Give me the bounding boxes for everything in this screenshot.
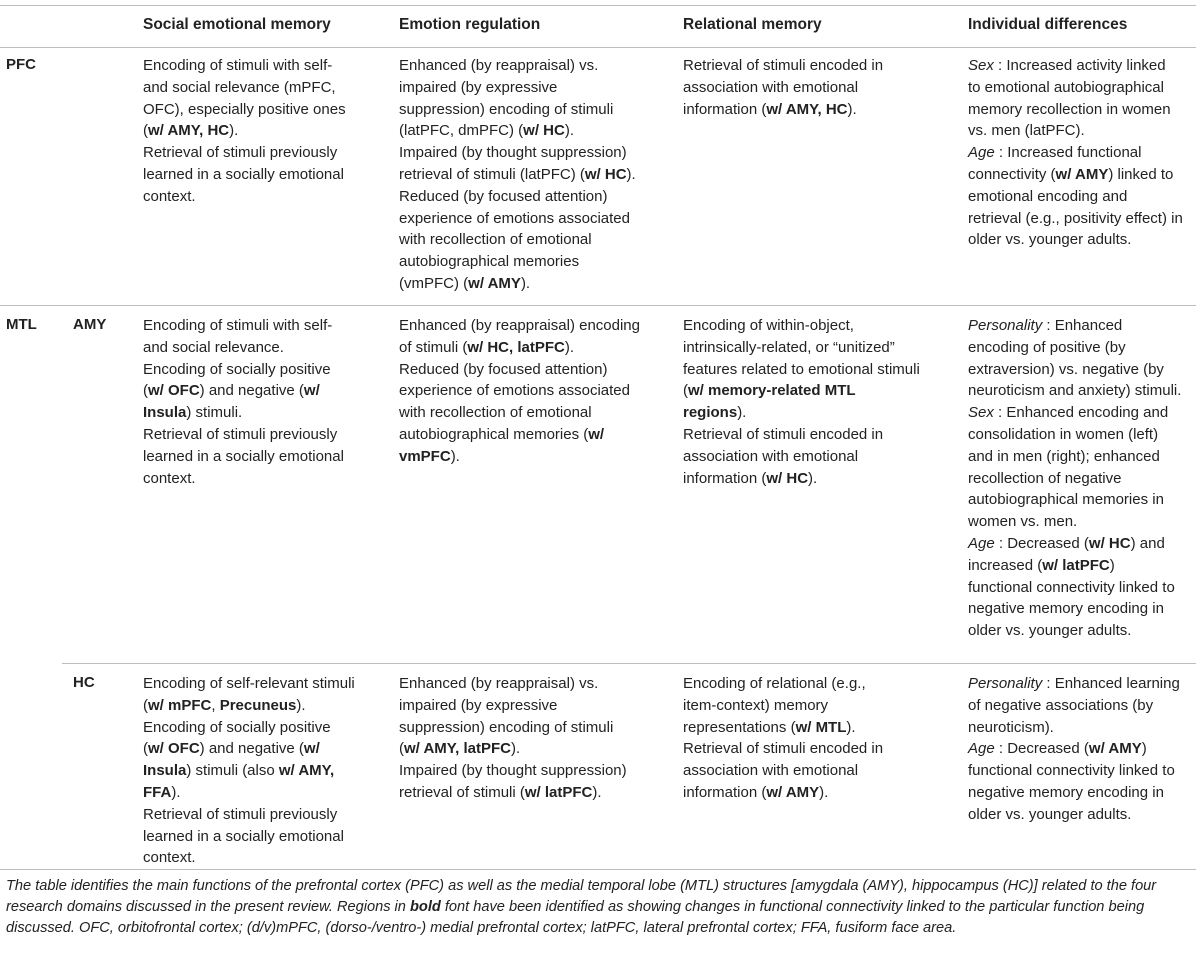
cell-text: intrinsically-related, or “unitized” [683,338,895,356]
cell-text: Encoding of self-relevant stimuli [143,675,355,692]
bold-region-text: regions [683,404,738,422]
cell-text: ( [143,382,148,400]
cell-line [968,359,1198,381]
cell-line [399,273,674,295]
italic-label-text: Age [968,534,995,552]
cell-text: to emotional autobiographical [968,78,1164,96]
cell-text: font have been identified as showing changes in functional connectivity linked to the particular function being discussed. OFC, orbitofrontal cortex; (d/v)mPFC, (dorso-/ventro-) medial prefrontal cortex; latPFC, lateral prefrontal cortex; FFA, fusiform face area. [6,899,1145,936]
bold-region-text: Insula [143,762,187,780]
italic-label-text: Age [968,144,995,162]
cell-text: ). [450,447,460,465]
cell-text: vs. men (latPFC). [968,122,1085,140]
cell-line [399,208,674,230]
cell-line [143,804,393,826]
cell-text: functional connectivity linked to [968,578,1175,596]
amy-individual-differences-cell [968,315,1198,642]
cell-line [968,717,1198,739]
cell-line [143,380,393,402]
cell-line [143,402,393,424]
bold-region-text: w/ AMY, [278,762,335,780]
cell-line [399,359,674,381]
cell-line [683,760,958,782]
cell-text: negative memory encoding in [968,600,1164,618]
cell-text: recollection of negative [968,469,1122,487]
bold-region-text: w/ HC [584,165,627,183]
cell-text: ). [510,740,521,758]
cell-text: ) and negative ( [199,740,304,758]
bold-region-text: w/ mPFC [148,696,212,714]
amy-row-rule [62,663,1196,664]
cell-text: (vmPFC) ( [399,274,469,292]
cell-line [143,186,393,208]
bold-region-text: w/ HC [766,469,809,487]
cell-text: Enhanced (by reappraisal) vs. [399,57,599,74]
cell-text: context. [143,849,196,867]
cell-text: Impaired (by thought suppression) [399,762,627,780]
cell-text: : Increased activity linked [993,57,1166,74]
cell-line [143,826,393,848]
cell-line [683,782,958,804]
row-label-pfc: PFC [6,56,36,73]
cell-text: of stimuli ( [399,338,468,356]
cell-text: learned in a socially emotional [143,447,344,465]
bold-region-text: w/ AMY, HC [148,122,230,140]
cell-line [399,99,674,121]
cell-text: ( [683,382,688,400]
amy-emotion-regulation-cell [399,315,674,468]
cell-text: memory recollection in women [968,100,1171,118]
cell-text: : Enhanced learning [1042,675,1180,692]
cell-line [968,164,1198,186]
bold-region-text: w/ latPFC [524,783,593,801]
cell-line [143,77,393,99]
cell-line [968,55,1198,77]
cell-text: impaired (by expressive [399,78,558,96]
cell-line [143,142,393,164]
cell-text: (latPFC, dmPFC) ( [399,122,524,140]
cell-text: : Decreased ( [994,740,1089,758]
cell-text: impaired (by expressive [399,696,558,714]
cell-line [399,673,674,695]
cell-line [399,164,674,186]
cell-text: ) [1109,556,1115,574]
cell-text: ). [564,338,575,356]
cell-line [399,424,674,446]
cell-line [399,446,674,468]
italic-label-text: Age [968,740,995,758]
cell-line [683,402,958,424]
cell-text: ). [737,404,747,422]
cell-text: experience of emotions associated [399,209,630,227]
cell-text: ) [1141,740,1147,758]
cell-line [683,359,958,381]
bold-region-text: w/ AMY [468,274,521,292]
cell-text: encoding of positive (by [968,338,1126,356]
cell-line [143,760,393,782]
cell-line [683,738,958,760]
cell-line [399,738,674,760]
bold-region-text: Insula [143,404,187,422]
cell-line [968,424,1198,446]
cell-line [968,620,1198,642]
cell-line [399,55,674,77]
bold-region-text: w/ OFC [148,382,200,400]
cell-text: ). [819,783,829,801]
cell-line [968,555,1198,577]
bold-region-text: w/ HC, latPFC [467,338,565,356]
cell-text: ). [592,783,602,801]
cell-line [683,77,958,99]
cell-line [968,804,1198,826]
cell-text: Retrieval of stimuli previously [143,144,338,162]
bold-region-text: w/ [303,382,320,400]
cell-line [968,402,1198,424]
pfc-relational-memory-cell [683,55,958,120]
cell-line [143,695,393,717]
cell-text: item-context) memory [683,696,829,714]
cell-text: neuroticism and anxiety) stimuli. [968,382,1182,400]
cell-text: Retrieval of stimuli previously [143,805,338,823]
cell-line [143,359,393,381]
cell-line [143,55,393,77]
cell-text: ) stimuli. [186,404,243,422]
cell-line [968,446,1198,468]
cell-text: : Increased functional [994,144,1142,162]
pfc-social-emotional-cell [143,55,393,208]
cell-text: association with emotional [683,78,859,96]
cell-text: , [211,696,220,714]
bold-region-text: w/ AMY [1055,165,1109,183]
cell-line [143,337,393,359]
row-label-hc: HC [73,674,95,691]
cell-line [143,446,393,468]
cell-text: association with emotional [683,762,859,780]
cell-line [683,446,958,468]
cell-line [143,424,393,446]
cell-text: retrieval (e.g., positivity effect) in [968,209,1183,227]
cell-text: and social relevance (mPFC, [143,78,336,96]
cell-text: Retrieval of stimuli encoded in [683,57,884,74]
cell-line [968,511,1198,533]
italic-label-text: Personality [968,675,1043,692]
cell-line [399,782,674,804]
cell-text: Encoding of relational (e.g., [683,675,866,692]
cell-line [143,717,393,739]
row-label-amy: AMY [73,316,107,333]
cell-text: ). [808,469,818,487]
cell-text: increased ( [968,556,1043,574]
bold-region-text: w/ MTL [795,718,847,736]
cell-line [683,315,958,337]
bold-region-text: w/ [588,425,605,443]
cell-line [968,468,1198,490]
cell-line [683,468,958,490]
cell-line [968,533,1198,555]
cell-line [683,695,958,717]
cell-line [968,760,1198,782]
cell-text: with recollection of emotional [399,404,592,422]
cell-line [143,99,393,121]
cell-line [968,229,1198,251]
cell-line [968,77,1198,99]
italic-label-text: Sex [968,404,994,422]
cell-text: ) and [1130,534,1165,552]
cell-text: ( [143,122,148,140]
header-relational-memory: Relational memory [683,16,822,33]
bold-region-text: Precuneus [219,696,297,714]
bold-region-text: w/ latPFC [1042,556,1110,574]
cell-text: Retrieval of stimuli encoded in [683,425,884,443]
pfc-row-rule [0,305,1196,306]
cell-text: ). [520,274,531,292]
cell-text: ) stimuli (also [186,762,279,780]
cell-text: ). [626,165,636,183]
cell-text: with recollection of emotional [399,231,592,249]
cell-line [399,337,674,359]
cell-line [399,251,674,273]
cell-line [683,337,958,359]
cell-text: : Enhanced [1042,317,1123,334]
cell-text: Encoding of within-object, [683,317,854,334]
cell-line [399,120,674,142]
header-individual-differences: Individual differences [968,16,1128,33]
cell-text: context. [143,187,196,205]
cell-line [143,315,393,337]
pfc-emotion-regulation-cell [399,55,674,295]
cell-line [399,402,674,424]
hc-emotion-regulation-cell [399,673,674,804]
cell-text: experience of emotions associated [399,382,630,400]
cell-text: ( [143,696,148,714]
cell-text: Enhanced (by reappraisal) vs. [399,675,599,692]
cell-line [968,577,1198,599]
bold-region-text: w/ [303,740,320,758]
cell-line [683,380,958,402]
row-label-mtl: MTL [6,316,37,333]
cell-text: learned in a socially emotional [143,827,344,845]
cell-text: older vs. younger adults. [968,805,1132,823]
bold-region-text: bold [409,899,441,915]
cell-text: information ( [683,783,767,801]
cell-text: Encoding of stimuli with self- [143,57,333,74]
amy-relational-memory-cell [683,315,958,489]
cell-line [399,77,674,99]
cell-text: negative memory encoding in [968,783,1164,801]
cell-text: connectivity ( [968,165,1056,183]
cell-line [399,695,674,717]
cell-text: information ( [683,469,767,487]
cell-line [968,598,1198,620]
cell-line [399,760,674,782]
cell-text: Reduced (by focused attention) [399,187,608,205]
top-rule [0,5,1196,6]
cell-line [143,782,393,804]
bold-region-text: FFA [143,783,172,801]
cell-line [968,337,1198,359]
header-emotion-regulation: Emotion regulation [399,16,541,33]
cell-text: ). [171,783,181,801]
cell-line [399,380,674,402]
hc-relational-memory-cell [683,673,958,804]
pfc-individual-differences-cell [968,55,1198,251]
cell-line [399,315,674,337]
cell-line [968,738,1198,760]
cell-text: autobiographical memories in [968,491,1164,509]
cell-text: The table identifies the main functions of the prefrontal cortex (PFC) as well as the medial temporal lobe (MTL) structures [amygdala (AMY), hippocampus (HC)] related to the four research domains discussed in the present review. Regions in [6,878,1157,915]
cell-text: context. [143,469,196,487]
bold-region-text: w/ AMY [766,783,820,801]
cell-line [968,673,1198,695]
cell-line [143,120,393,142]
cell-text: Enhanced (by reappraisal) encoding [399,317,640,334]
italic-label-text: Sex [968,57,994,74]
cell-text: Encoding of socially positive [143,718,331,736]
cell-line [143,468,393,490]
cell-line [968,120,1198,142]
cell-text: neuroticism). [968,718,1054,736]
cell-text: and social relevance. [143,338,284,356]
cell-text: Retrieval of stimuli encoded in [683,740,884,758]
cell-text: autobiographical memories [399,253,580,271]
cell-line [683,673,958,695]
cell-text: Encoding of socially positive [143,360,331,378]
cell-text: older vs. younger adults. [968,231,1132,249]
cell-text: retrieval of stimuli (latPFC) ( [399,165,585,183]
cell-text: information ( [683,100,767,118]
cell-line [968,782,1198,804]
bold-region-text: vmPFC [399,447,451,465]
cell-text: extraversion) vs. negative (by [968,360,1164,378]
cell-text: : Enhanced encoding and [993,404,1169,422]
cell-line [968,489,1198,511]
bold-region-text: w/ HC [1088,534,1131,552]
header-social-emotional-memory: Social emotional memory [143,16,331,33]
cell-line [968,208,1198,230]
cell-text: ( [143,740,148,758]
cell-line [968,380,1198,402]
cell-line [968,315,1198,337]
cell-text: ) and negative ( [199,382,304,400]
cell-text: of negative associations (by [968,696,1154,714]
bold-region-text: w/ memory-related MTL [688,382,856,400]
cell-text: Retrieval of stimuli previously [143,425,338,443]
cell-line [683,99,958,121]
hc-social-emotional-cell [143,673,393,869]
bold-region-text: w/ AMY [1088,740,1142,758]
cell-text: learned in a socially emotional [143,165,344,183]
cell-text: and in men (right); enhanced [968,447,1160,465]
cell-text: features related to emotional stimuli [683,360,920,378]
cell-text: autobiographical memories ( [399,425,589,443]
cell-line [683,55,958,77]
cell-line [399,229,674,251]
cell-text: retrieval of stimuli ( [399,783,525,801]
bold-region-text: w/ HC [523,122,565,140]
cell-text: association with emotional [683,447,859,465]
cell-text: ). [847,100,857,118]
cell-line [968,186,1198,208]
cell-line [143,847,393,869]
cell-text: Reduced (by focused attention) [399,360,608,378]
cell-text: ). [296,696,306,714]
cell-text: suppression) encoding of stimuli [399,718,614,736]
cell-text: : Decreased ( [994,534,1089,552]
cell-text: ). [846,718,856,736]
cell-text: ). [564,122,575,140]
cell-text: ( [399,740,404,758]
hc-individual-differences-cell [968,673,1198,826]
header-rule [0,47,1196,48]
cell-text: Impaired (by thought suppression) [399,144,627,162]
cell-text: ). [229,122,239,140]
cell-text: representations ( [683,718,796,736]
italic-label-text: Personality [968,317,1043,334]
cell-text: functional connectivity linked to [968,762,1175,780]
cell-line [683,717,958,739]
cell-line [968,142,1198,164]
cell-text: women vs. men. [968,513,1078,531]
cell-text: consolidation in women (left) [968,425,1159,443]
cell-line [143,738,393,760]
cell-text: suppression) encoding of stimuli [399,100,614,118]
cell-text: emotional encoding and [968,187,1128,205]
cell-text: older vs. younger adults. [968,622,1132,640]
cell-text: OFC), especially positive ones [143,100,346,118]
cell-line [968,695,1198,717]
bold-region-text: w/ AMY, HC [766,100,848,118]
bold-region-text: w/ AMY, latPFC [404,740,511,758]
bold-region-text: w/ OFC [148,740,200,758]
table-footnote [6,876,1194,939]
cell-line [399,142,674,164]
cell-line [399,186,674,208]
cell-line [968,99,1198,121]
cell-line [143,673,393,695]
cell-text: Encoding of stimuli with self- [143,317,333,334]
cell-line [399,717,674,739]
cell-line [143,164,393,186]
amy-social-emotional-cell [143,315,393,489]
cell-text: ) linked to [1108,165,1174,183]
cell-line [683,424,958,446]
